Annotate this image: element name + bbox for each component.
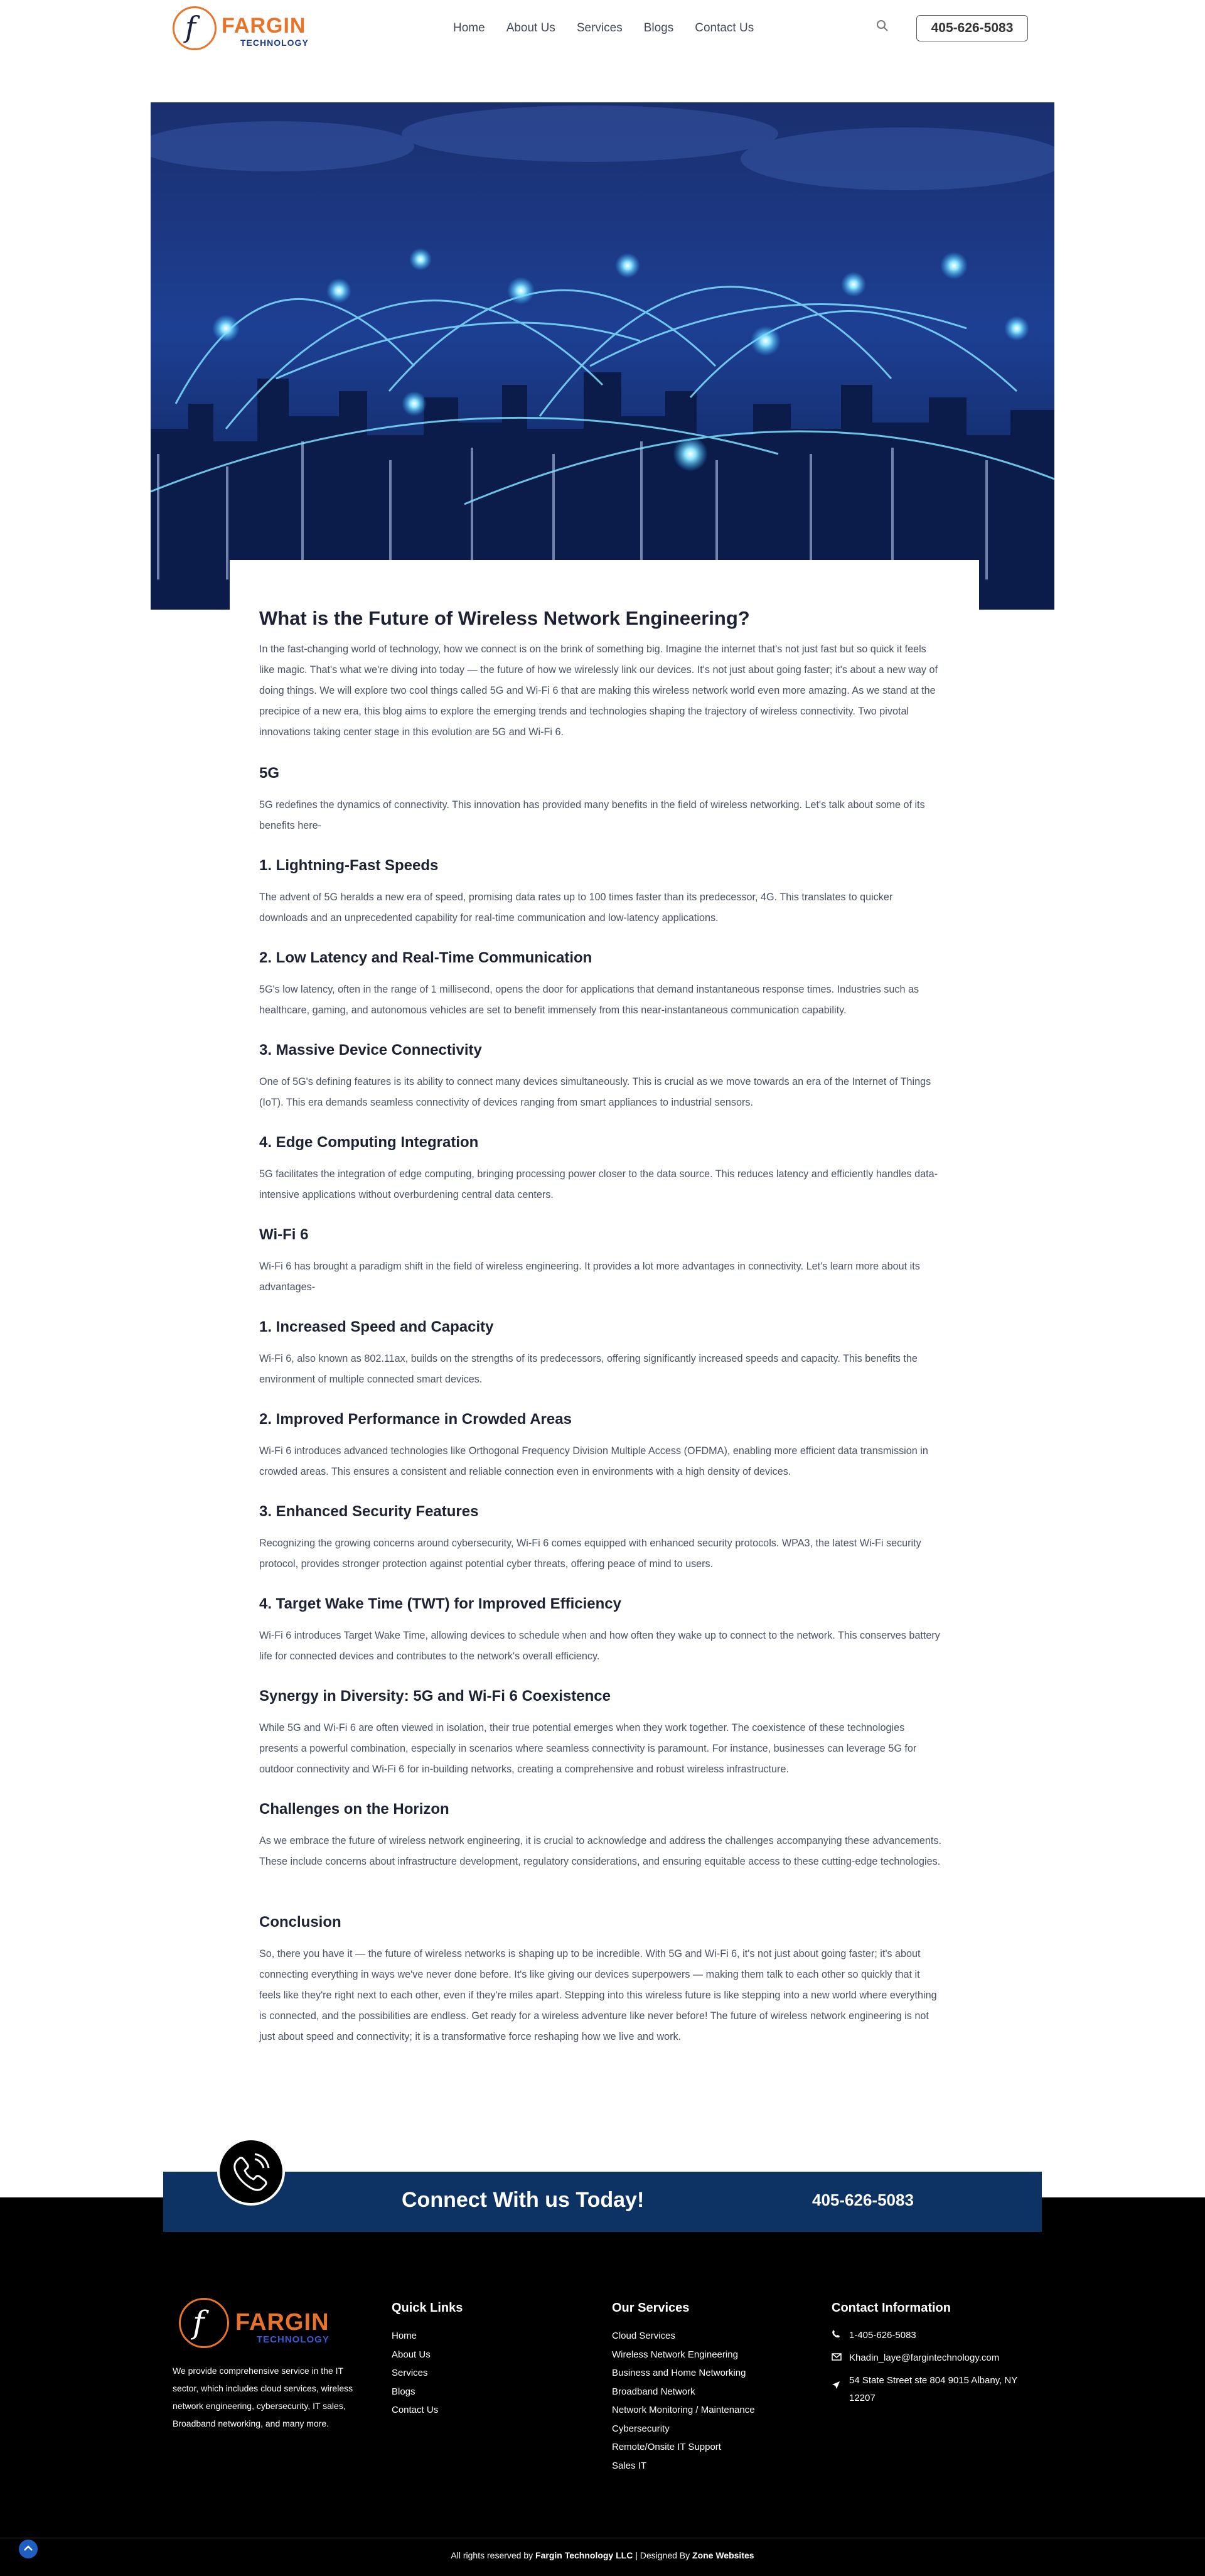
footer-quick-links (392, 2301, 463, 2420)
section-wifi6-security (259, 1503, 943, 1575)
site-logo[interactable] (173, 6, 333, 51)
contact-title: Contact Information (832, 2301, 951, 2315)
section-body: One of 5G's defining features is its ability to connect many devices simultaneously. This is crucial as we move towards an era of the Internet of Things (IoT). This era demands seamless connectivity of devices ranging from smart appliances to industrial sensors. (259, 1076, 931, 1108)
contact-phone: 1-405-626-5083 (849, 2330, 916, 2341)
copyright-prefix: All rights reserved by (451, 2550, 533, 2560)
section-heading: 2. Improved Performance in Crowded Areas (259, 1411, 572, 1428)
nav-home[interactable]: Home (453, 21, 485, 35)
cta-text: Connect With us Today! (402, 2188, 645, 2212)
section-heading: 1. Lightning-Fast Speeds (259, 857, 439, 874)
search-icon[interactable] (876, 19, 889, 33)
footer-service-link[interactable]: Network Monitoring / Maintenance (612, 2405, 755, 2415)
section-body: Wi-Fi 6 introduces advanced technologies like Orthogonal Frequency Division Multiple Access (OFDMA), enabling more efficient data transmission in crowded areas. This ensures a consistent and reliable connection even in environments with a high density of devices. (259, 1445, 928, 1477)
footer-contact (832, 2301, 1032, 2412)
section-body: Wi-Fi 6 introduces Target Wake Time, allowing devices to schedule when and how often they wake up to connect to the network. This conserves battery life for connected devices and contributes to the network's overall efficiency. (259, 1630, 940, 1662)
section-heading: 3. Massive Device Connectivity (259, 1042, 482, 1059)
section-body: As we embrace the future of wireless network engineering, it is crucial to acknowledge and address the challenges accompanying these advancements. These include concerns about infrastructure development, regulatory considerations, and ensuring equitable access to these cutting-edge technologies. (259, 1835, 941, 1867)
section-body: The advent of 5G heralds a new era of speed, promising data rates up to 100 times faster than its predecessor, 4G. This translates to quicker downloads and an unprecedented capability for real-time communication and low-latency applications. (259, 892, 893, 924)
footer-services (612, 2301, 755, 2475)
section-body: 5G redefines the dynamics of connectivity. This innovation has provided many benefits in the field of wireless networking. Let's talk about some of its benefits here- (259, 799, 925, 831)
section-5g-edge (259, 1134, 943, 1205)
section-wifi6-crowded (259, 1411, 943, 1482)
section-heading: 4. Edge Computing Integration (259, 1134, 479, 1151)
copyright-designer[interactable]: Zone Websites (692, 2550, 754, 2560)
footer-service-link[interactable]: Cloud Services (612, 2331, 675, 2341)
quick-links-title: Quick Links (392, 2301, 463, 2315)
footer-link-home[interactable]: Home (392, 2331, 417, 2341)
section-body: Recognizing the growing concerns around cybersecurity, Wi-Fi 6 comes equipped with enhanced security protocols. WPA3, the latest Wi-Fi security protocol, provides stronger protection against potential cyber threats, offering peace of mind to users. (259, 1538, 921, 1570)
section-5g-speeds (259, 857, 943, 929)
section-body: While 5G and Wi-Fi 6 are often viewed in isolation, their true potential emerges when they work together. The coexistence of these technologies presents a powerful combination, especially in scenarios where seamless connectivity is paramount. For instance, businesses can leverage 5G for outdoor connectivity and Wi-Fi 6 for in-building networks, creating a comprehensive and robust wireless infrastructure. (259, 1722, 917, 1775)
footer-link-contact[interactable]: Contact Us (392, 2405, 439, 2415)
section-body: Wi-Fi 6 has brought a paradigm shift in the field of wireless engineering. It provides a lot more advantages in connectivity. Let's learn more about its advantages- (259, 1261, 920, 1293)
contact-email-row[interactable] (832, 2349, 1032, 2367)
location-arrow-icon (832, 2372, 843, 2396)
section-heading: Conclusion (259, 1914, 341, 1931)
section-5g-latency (259, 949, 943, 1021)
section-heading: 5G (259, 765, 280, 782)
site-header (0, 0, 1205, 58)
nav-services[interactable]: Services (576, 21, 623, 35)
section-heading: 4. Target Wake Time (TWT) for Improved Efficiency (259, 1595, 621, 1612)
logo-letter: f (193, 2304, 205, 2341)
phone-icon (832, 2327, 843, 2344)
section-heading: Synergy in Diversity: 5G and Wi-Fi 6 Coexistence (259, 1688, 611, 1705)
cta-phone[interactable]: 405-626-5083 (812, 2191, 914, 2209)
section-synergy (259, 1688, 943, 1780)
copyright (0, 2550, 1205, 2560)
section-5g-connectivity (259, 1042, 943, 1113)
footer-logo[interactable] (179, 2298, 358, 2349)
logo-subtitle: TECHNOLOGY (257, 2334, 329, 2345)
main-nav (453, 21, 775, 35)
contact-email: Khadin_laye@fargintechnology.com (849, 2352, 1000, 2363)
phone-icon[interactable] (217, 2138, 285, 2206)
section-heading: 3. Enhanced Security Features (259, 1503, 479, 1520)
section-heading: Wi-Fi 6 (259, 1226, 309, 1243)
copyright-company[interactable]: Fargin Technology LLC (535, 2550, 633, 2560)
section-heading: 1. Increased Speed and Capacity (259, 1318, 494, 1335)
nav-blogs[interactable]: Blogs (643, 21, 674, 35)
services-title: Our Services (612, 2301, 690, 2315)
logo-letter: f (185, 10, 196, 44)
contact-address-row (832, 2372, 1032, 2407)
section-heading: Challenges on the Horizon (259, 1801, 449, 1818)
section-wifi6-twt (259, 1595, 943, 1667)
header-phone-button[interactable]: 405-626-5083 (916, 15, 1028, 41)
copyright-sep: | Designed By (635, 2550, 690, 2560)
section-body: So, there you have it — the future of wireless networks is shaping up to be incredible. With 5G and Wi-Fi 6, it's not just about going faster; it's about connecting everything in ways we've never done before. It's like giving our devices superpowers — making them talk to each other so quickly that it feels like they're right next to each other, even if they're miles apart. Stepping into this wireless future is like stepping into a new world where everything is connected, and the possibilities are endless. Get ready for a wireless adventure like never before! The future of wireless network engineering is not just about speed and connectivity; it is a transformative force reshaping how we live and work. (259, 1948, 937, 2042)
footer-service-link[interactable]: Business and Home Networking (612, 2368, 746, 2378)
section-body: 5G facilitates the integration of edge computing, bringing processing power closer to the data source. This reduces latency and efficiently handles data-intensive applications without overburdening central data centers. (259, 1168, 938, 1200)
section-challenges (259, 1801, 943, 1872)
footer-link-services[interactable]: Services (392, 2368, 428, 2378)
article-title: What is the Future of Wireless Network Engineering? (259, 606, 750, 629)
footer-about: We provide comprehensive service in the IT sector, which includes cloud services, wireless network engineering, cybersecurity, IT sales, Broadband networking, and many more. (173, 2366, 353, 2428)
logo-word: FARGIN (235, 2309, 329, 2336)
cta-banner (163, 2172, 1042, 2232)
footer-service-link[interactable]: Remote/Onsite IT Support (612, 2442, 721, 2452)
footer-link-about[interactable]: About Us (392, 2349, 431, 2360)
section-body: Wi-Fi 6, also known as 802.11ax, builds on the strengths of its predecessors, offering significantly increased speeds and capacity. This benefits the environment of multiple connected smart devices. (259, 1353, 918, 1385)
footer-service-link[interactable]: Broadband Network (612, 2386, 695, 2397)
section-wifi6 (259, 1226, 943, 1298)
footer-service-link[interactable]: Sales IT (612, 2460, 647, 2471)
section-heading: 2. Low Latency and Real-Time Communication (259, 949, 592, 966)
intro-paragraph: In the fast-changing world of technology, how we connect is on the brink of something big. Imagine the internet that's not just fast but so quick it feels like magic. That's what we're diving into today — the future of how we wirelessly link our devices. It's not just about going faster; it's about a new way of doing things. We will explore two cool things called 5G and Wi-Fi 6 that are making this wireless network world even more amazing. As we stand at the precipice of a new era, this blog aims to explore the emerging trends and technologies shaping the trajectory of wireless connectivity. Two pivotal innovations taking center stage in this evolution are 5G and Wi-Fi 6. (259, 644, 938, 738)
logo-word: FARGIN (222, 14, 306, 38)
article-intro (259, 639, 943, 743)
hero-image (151, 102, 1054, 610)
nav-contact[interactable]: Contact Us (695, 21, 754, 35)
footer-link-blogs[interactable]: Blogs (392, 2386, 415, 2397)
footer-service-link[interactable]: Wireless Network Engineering (612, 2349, 738, 2360)
section-5g (259, 765, 943, 836)
nav-about[interactable]: About Us (506, 21, 555, 35)
footer-service-link[interactable]: Cybersecurity (612, 2423, 670, 2434)
contact-address: 54 State Street ste 804 9015 Albany, NY 12207 (849, 2375, 1017, 2403)
section-body: 5G's low latency, often in the range of 1 millisecond, opens the door for applications that demand instantaneous response times. Industries such as healthcare, gaming, and autonomous vehicles are set to benefit immensely from this near-instantaneous communication capability. (259, 984, 919, 1016)
contact-phone-row[interactable] (832, 2327, 1032, 2344)
logo-subtitle: TECHNOLOGY (240, 38, 309, 48)
section-conclusion (259, 1914, 943, 2047)
section-wifi6-speed (259, 1318, 943, 1390)
envelope-icon (832, 2349, 843, 2367)
